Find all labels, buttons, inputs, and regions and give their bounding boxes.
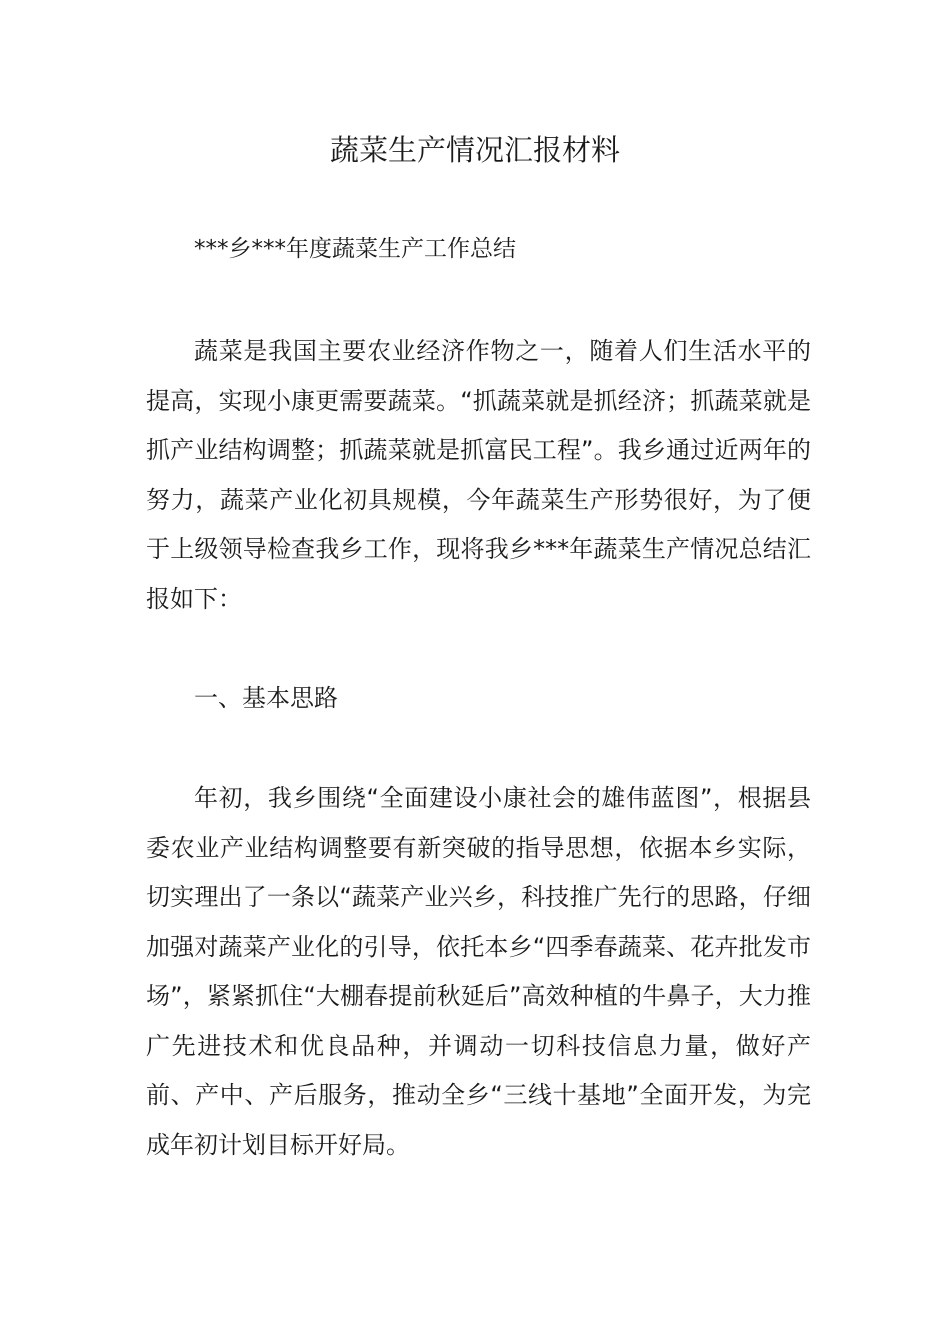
document-title: 蔬菜生产情况汇报材料 bbox=[329, 133, 620, 167]
document-subtitle: ***乡***年度蔬菜生产工作总结 bbox=[194, 236, 516, 262]
section-heading-basic-approach: 一、基本思路 bbox=[194, 684, 338, 712]
basic-approach-paragraph: 年初，我乡围绕“全面建设小康社会的雄伟蓝图”，根据县委农业产业结构调整要有新突破的指导思想，依据本乡实际，切实理出了一条以“蔬菜产业兴乡，科技推广先行的思路，仔细加强对蔬菜产业化的引导，依托本乡“四季春蔬菜、花卉批发市场”，紧紧抓住“大棚春提前秋延后”高效种植的牛鼻子，大力推广先进技术和优良品种，并调动一切科技信息力量，做好产前、产中、产后服务，推动全乡“三线十基地”全面开发，为完成年初计划目标开好局。 bbox=[146, 784, 811, 1159]
intro-paragraph: 蔬菜是我国主要农业经济作物之一，随着人们生活水平的提高，实现小康更需要蔬菜。“抓蔬菜就是抓经济；抓蔬菜就是抓产业结构调整；抓蔬菜就是抓富民工程”。我乡通过近两年的努力，蔬菜产业化初具规模，今年蔬菜生产形势很好，为了便于上级领导检查我乡工作，现将我乡***年蔬菜生产情况总结汇报如下： bbox=[146, 337, 811, 613]
